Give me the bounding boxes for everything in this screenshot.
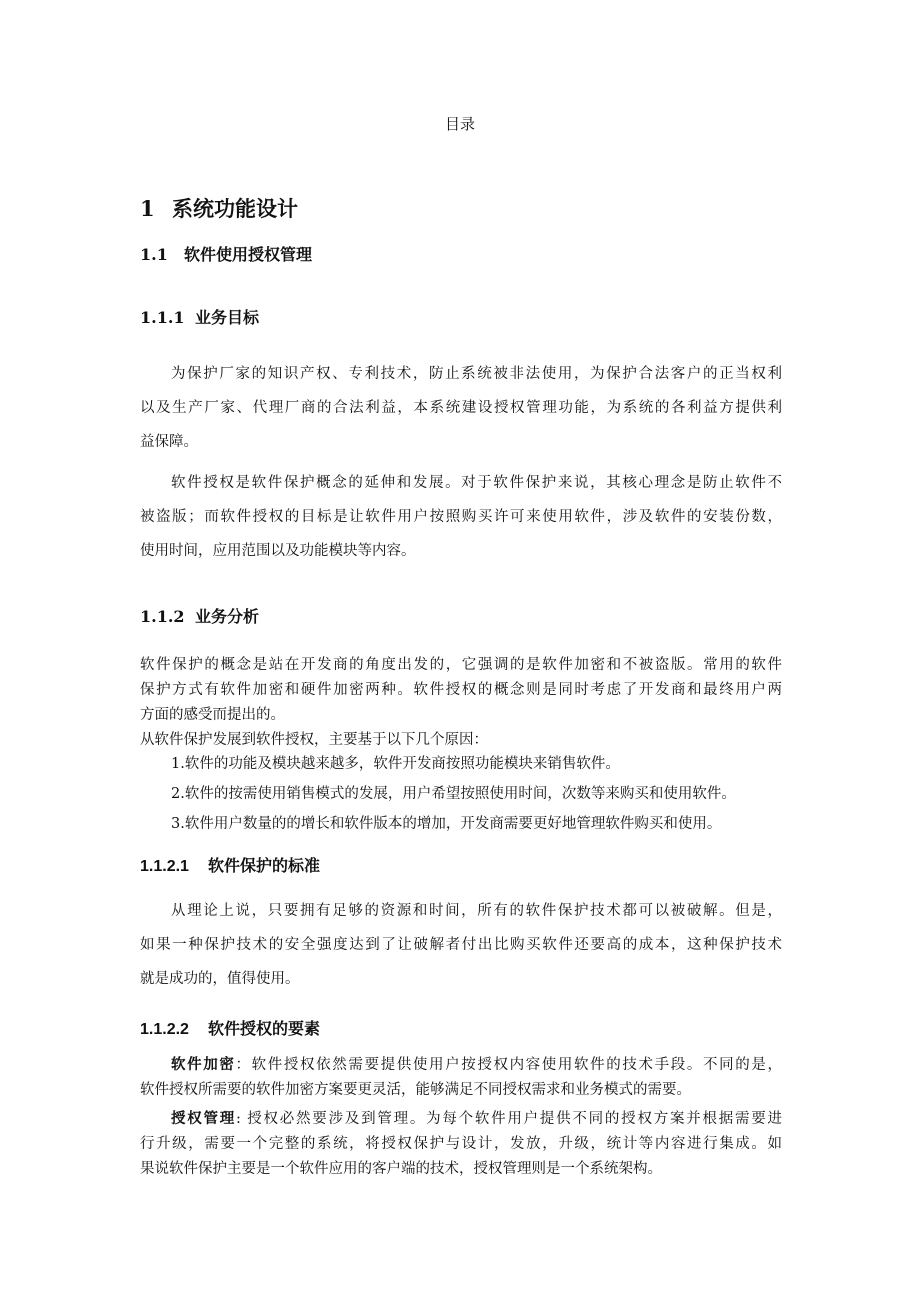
list-item: 1.软件的功能及模块越来越多，软件开发商按照功能模块来销售软件。 [171, 756, 620, 772]
list-item: 3.软件用户数量的的增长和软件版本的增加，开发商需要更好地管理软件购买和使用。 [171, 816, 722, 832]
text-line: 果说软件保护主要是一个软件应用的客户端的技术，授权管理则是一个系统架构。 [140, 1161, 662, 1177]
heading-1-1-2-1-title: 软件保护的标准 [208, 858, 321, 875]
heading-1-1-1 [140, 305, 259, 328]
text-line: 如果一种保护技术的安全强度达到了让破解者付出比购买软件还要高的成本，这种保护技术 [140, 937, 782, 953]
text-line: 软件授权是软件保护概念的延伸和发展。对于软件保护来说，其核心理念是防止软件不 [171, 475, 782, 491]
text-line: 被盗版；而软件授权的目标是让软件用户按照购买许可来使用软件，涉及软件的安装份数， [140, 509, 782, 525]
heading-1-1-2-2 [140, 1016, 320, 1039]
heading-1-1-2-1-number: 1.1.2.1 [140, 858, 189, 875]
heading-1-1-title: 软件使用授权管理 [184, 245, 313, 264]
text-line: 软件授权所需要的软件加密方案要更灵活，能够满足不同授权需求和业务模式的需要。 [140, 1082, 691, 1098]
text-line: 行升级，需要一个完整的系统，将授权保护与设计，发放，升级，统计等内容进行集成。如 [140, 1136, 782, 1152]
heading-1-number: 1 [140, 196, 155, 221]
toc-title: 目录 [444, 115, 475, 133]
heading-1-1-2-2-title: 软件授权的要素 [208, 1021, 321, 1038]
text-line [140, 1052, 782, 1078]
text-line [140, 1106, 782, 1132]
text-line: 以及生产厂家、代理厂商的合法利益，本系统建设授权管理功能，为系统的各利益方提供利 [140, 400, 782, 416]
heading-1-1-2-1 [140, 853, 320, 876]
heading-1-title: 系统功能设计 [172, 196, 298, 221]
term-software-encryption: 软件加密 [171, 1056, 236, 1073]
heading-1-1-2-title: 业务分析 [195, 607, 260, 626]
heading-1-1-2-2-number: 1.1.2.2 [140, 1021, 189, 1038]
text-line: 为保护厂家的知识产权、专利技术，防止系统被非法使用，为保护合法客户的正当权利 [171, 366, 782, 382]
heading-1-1-2 [140, 604, 259, 627]
heading-1-1-2-number: 1.1.2 [140, 607, 185, 626]
term-license-management: 授权管理 [171, 1110, 237, 1127]
text-line: 就是成功的，值得使用。 [140, 971, 300, 987]
heading-1-1-1-title: 业务目标 [195, 308, 260, 327]
text-line: 从理论上说，只要拥有足够的资源和时间，所有的软件保护技术都可以被破解。但是， [171, 903, 782, 919]
term-text: ：软件授权依然需要提供使用户按授权内容使用软件的技术手段。不同的是， [235, 1057, 782, 1073]
paragraph-business-goal-1 [140, 357, 782, 459]
term-text: : 授权必然要涉及到管理。为每个软件用户提供不同的授权方案并根据需要进 [236, 1111, 782, 1127]
text-line: 使用时间，应用范围以及功能模块等内容。 [140, 543, 416, 559]
text-line: 保护方式有软件加密和硬件加密两种。软件授权的概念则是同时考虑了开发商和最终用户两 [140, 682, 782, 698]
text-line: 软件保护的概念是站在开发商的角度出发的，它强调的是软件加密和不被盗版。常用的软件 [140, 657, 782, 673]
heading-1-1-1-number: 1.1.1 [140, 308, 185, 327]
paragraph-business-goal-2 [140, 466, 782, 568]
reasons-list [140, 749, 790, 839]
paragraph-license-elements [140, 1052, 782, 1182]
heading-1-1 [140, 242, 312, 265]
paragraph-protection-standard [140, 894, 782, 996]
list-item: 2.软件的按需使用销售模式的发展，用户希望按照使用时间，次数等来购买和使用软件。 [171, 786, 736, 802]
text-line: 益保障。 [140, 434, 198, 450]
text-line: 从软件保护发展到软件授权，主要基于以下几个原因： [140, 732, 488, 748]
paragraph-business-analysis [140, 653, 782, 753]
text-line: 方面的感受而提出的。 [140, 707, 285, 723]
heading-1 [140, 193, 298, 223]
heading-1-1-number: 1.1 [140, 245, 168, 264]
